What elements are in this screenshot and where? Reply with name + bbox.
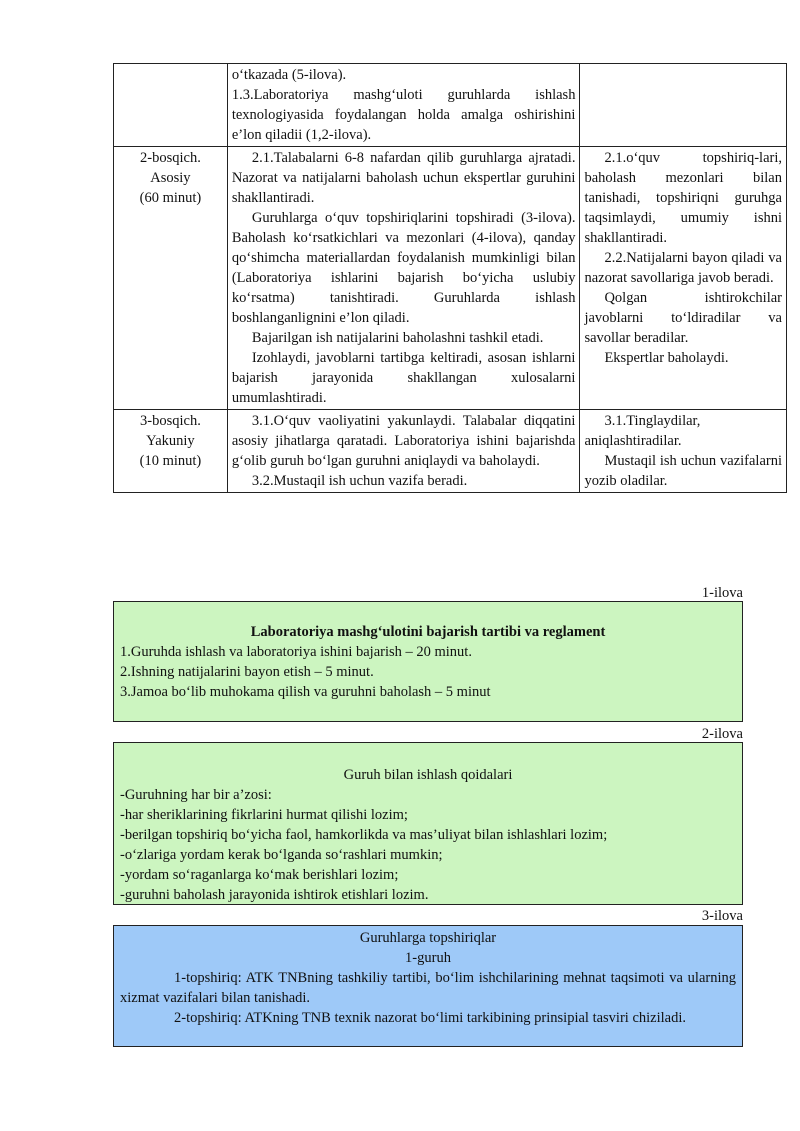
appendix-3-task: 2-topshiriq: ATKning TNB texnik nazorat bo‘limi tarkibining prinsipial tasviri chiziladi. (174, 1010, 686, 1026)
teacher-activity-cell (227, 410, 580, 493)
appendix-2-line: -o‘zlariga yordam kerak bo‘lganda so‘rashlari mumkin; (120, 847, 443, 863)
cell-paragraph: 3.1.Tinglaydilar, aniqlashtiradilar. (584, 413, 701, 449)
cell-paragraph: 2.2.Natijalarni bayon qiladi va nazorat savollariga javob beradi. (584, 250, 782, 286)
cell-paragraph: Bajarilgan ish natijalarini baholashni tashkil etadi. (251, 330, 544, 346)
appendix-1-title: Laboratoriya mashg‘ulotini bajarish tartibi va reglament (250, 624, 606, 640)
appendix-2-line: -yordam so‘raganlarga ko‘mak berishlari lozim; (120, 867, 399, 883)
stage-line: Yakuniy (146, 433, 195, 449)
stage-line: 3-bosqich. (140, 413, 201, 429)
stage-cell (114, 147, 228, 410)
appendix-2-title: Guruh bilan ishlash qoidalari (343, 767, 513, 783)
teacher-activity-cell (227, 147, 580, 410)
appendix-2-box (113, 742, 743, 905)
appendix-2-line: -har sheriklarining fikrlarini hurmat qilishi lozim; (120, 807, 408, 823)
cell-paragraph: o‘tkazada (5-ilova). (231, 67, 347, 83)
appendix-2-line: -Guruhning har bir a’zosi: (120, 787, 272, 803)
cell-paragraph: Ekspertlar baholaydi. (604, 350, 729, 366)
appendix-1-line: 3.Jamoa bo‘lib muhokama qilish va guruhni baholash – 5 minut (120, 684, 491, 700)
cell-paragraph: Guruhlarga o‘quv topshiriqlarini topshiradi (3-ilova). Baholash ko‘rsatkichlari va mezonlari (4-ilova), qanday qo‘shimcha materiallardan foydalanish mumkinligi bilan (Laboratoriya ishlarini bajarish bo‘yicha uslubiy ko‘rsatma) tanishtiradi. Guruhlarda ishlash boshlanganlignini e’lon qiladi. (231, 210, 576, 326)
stage-line: (60 minut) (139, 190, 202, 206)
cell-paragraph: Qolgan ishtirokchilar javoblarni to‘ldiradilar va savollar beradilar. (584, 290, 782, 346)
cell-paragraph: 2.1.Talabalarni 6-8 nafardan qilib guruhlarga ajratadi. Nazorat va natijalarni baholash uchun ekspertlar guruhini shakllantiradi. (231, 150, 576, 206)
appendix-2-line: -guruhni baholash jarayonida ishtirok etishlari lozim. (120, 887, 429, 903)
student-activity-cell (580, 64, 787, 147)
teacher-activity-cell (227, 64, 580, 147)
appendix-2-label: 2-ilova (701, 726, 743, 742)
appendix-3-title: Guruhlarga topshiriqlar (359, 930, 497, 946)
student-activity-cell (580, 147, 787, 410)
cell-paragraph: Izohlaydi, javoblarni tartibga keltiradi, asosan ishlarni bajarish jarayonida shakllangan xulosalarni umumlashtiradi. (231, 350, 576, 406)
appendix-3-task: 1-topshiriq: ATK TNBning tashkiliy tartibi, bo‘lim ishchilarining mehnat taqsimoti va ularning xizmat vazifalari bilan tanishadi. (120, 970, 736, 1006)
appendix-1-box (113, 601, 743, 722)
stage-line: 2-bosqich. (140, 150, 201, 166)
appendix-3-subtitle: 1-guruh (405, 950, 451, 966)
appendix-3-label: 3-ilova (701, 908, 743, 924)
appendix-3-box (113, 925, 743, 1047)
student-activity-cell (580, 410, 787, 493)
cell-paragraph: Mustaqil ish uchun vazifalarni yozib oladilar. (584, 453, 782, 489)
appendix-1-label: 1-ilova (701, 585, 743, 601)
stage-line: Asosiy (150, 170, 191, 186)
appendix-2-line: -berilgan topshiriq bo‘yicha faol, hamkorlikda va mas’uliyat bilan ishlashlari lozim; (120, 827, 608, 843)
stage-cell (114, 410, 228, 493)
cell-paragraph: 3.2.Mustaqil ish uchun vazifa beradi. (251, 473, 468, 489)
stage-line: (10 minut) (139, 453, 202, 469)
table-row (114, 64, 787, 147)
cell-paragraph: 3.1.O‘quv vaoliyatini yakunlaydi. Talabalar diqqatini asosiy jihatlarga qaratadi. Laboratoriya ishini bajarishda g‘olib guruh bo‘lgan guruhni aniqlaydi va baholaydi. (231, 413, 576, 469)
appendix-1-line: 2.Ishning natijalarini bayon etish – 5 minut. (120, 664, 374, 680)
stage-cell (114, 64, 228, 147)
cell-paragraph: 2.1.o‘quv topshiriq-lari, baholash mezonlari bilan tanishadi, topshiriqni guruhga taqsimlaydi, umumiy ishni shakllantiradi. (584, 150, 782, 246)
appendix-1-line: 1.Guruhda ishlash va laboratoriya ishini bajarish – 20 minut. (120, 644, 472, 660)
cell-paragraph: 1.3.Laboratoriya mashg‘uloti guruhlarda ishlash texnologiyasida foydalangan holda amalga oshirishini e’lon qiladii (1,2-ilova). (231, 87, 576, 143)
lesson-plan-table (113, 63, 787, 493)
table-row (114, 410, 787, 493)
table-row (114, 147, 787, 410)
